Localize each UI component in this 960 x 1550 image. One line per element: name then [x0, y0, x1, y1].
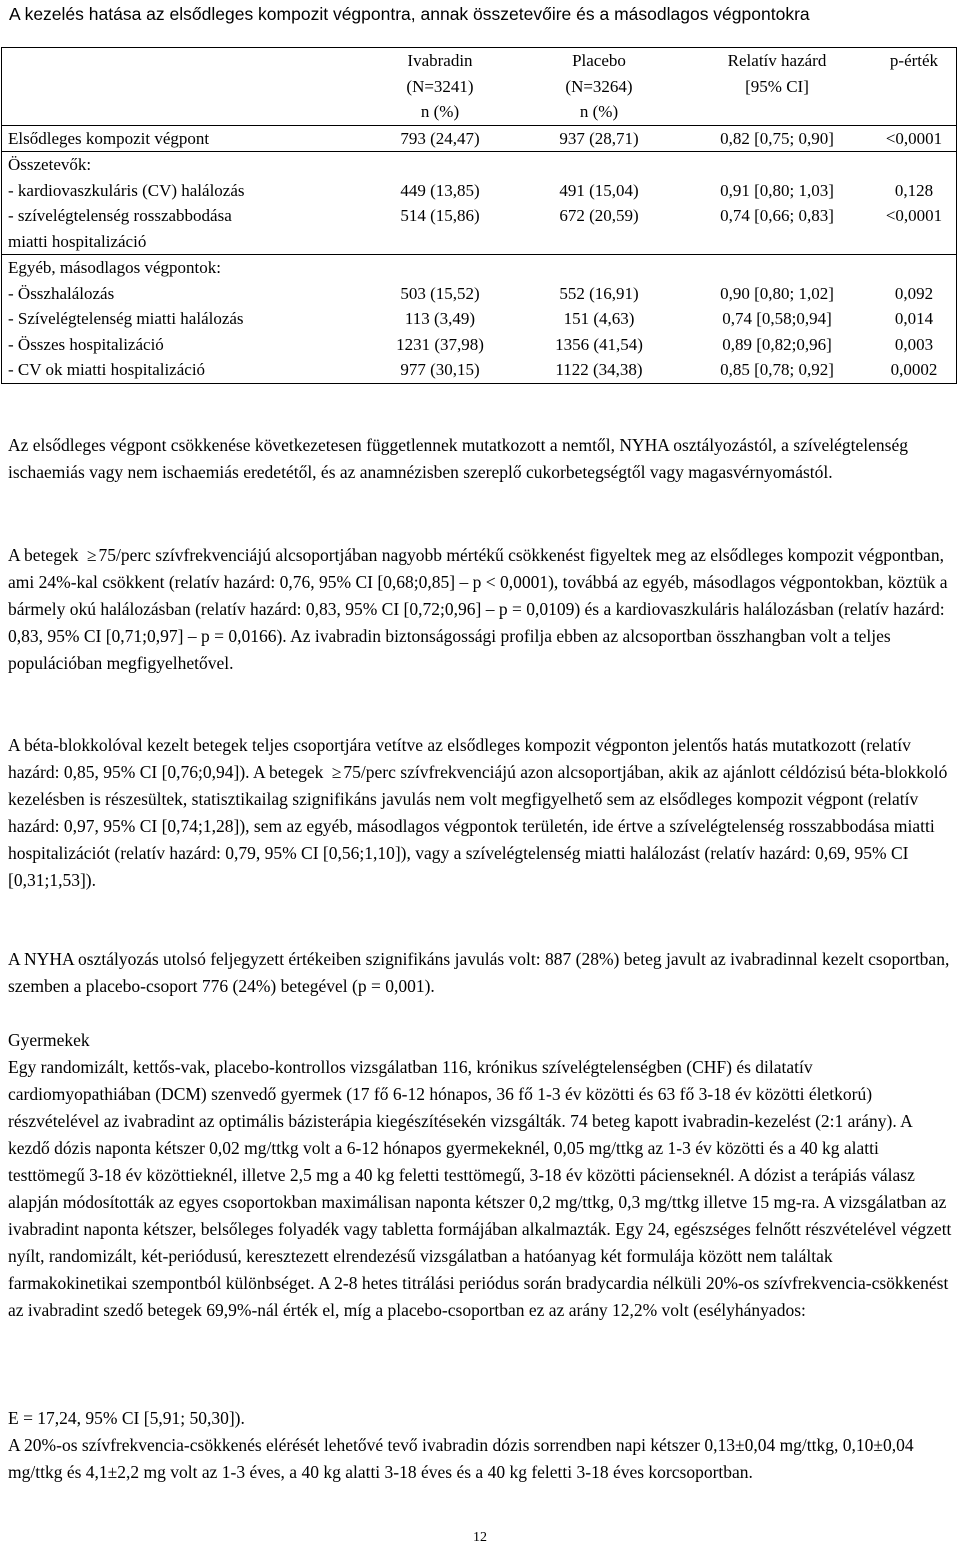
table-cell: 0,128 <0,0001: [872, 152, 957, 255]
paragraph-heart-rate-subgroup: [8, 542, 954, 677]
page-number: 12: [473, 1530, 487, 1545]
table-cell: 552 (16,91) 151 (4,63) 1356 (41,54) 1122 (34,38): [516, 255, 682, 384]
table-header-cell: [2, 48, 365, 126]
table-cell: 0,82 [0,75; 0,90]: [682, 125, 872, 152]
table-cell: Egyéb, másodlagos végpontok: - Összhalálozás - Szívelégtelenség miatti halálozás - Összes hospitalizáció - CV ok miatti hospitalizáció: [2, 255, 365, 384]
paragraph-text: 75/perc szívfrekvenciájú azon alcsoportjában, akik az ajánlott céldózisú béta-blokkoló kezelésben is részesültek, statisztikailag szignifikáns javulás nem volt megfigyelhető sem az elsődleges kompozit végpont (relatív hazárd: 0,97, 95% CI [0,74;1,28]), sem az egyéb, másodlagos végpontok területén, ide értve a szívelégtelenség rosszabbodása miatti hospitalizációt (relatív hazárd: 0,79, 95% CI [0,56;1,10]), vagy a szívelégtelenség miatti halálozást (relatív hazárd: 0,69, 95% CI [0,31;1,53]).: [8, 762, 948, 890]
geq-symbol: ≥: [86, 545, 97, 565]
table-header-cell: Ivabradin (N=3241) n (%): [364, 48, 516, 126]
table-cell: 491 (15,04) 672 (20,59): [516, 152, 682, 255]
page-title: A kezelés hatása az elsődleges kompozit végpontra, annak összetevőire és a másodlagos végpontokra: [9, 4, 810, 24]
paragraph-text: A béta-blokkolóval kezelt betegek teljes csoportjára vetítve az elsődleges kompozit végponton jelentős hatás mutatkozott (relatív hazárd: 0,85, 95% CI [0,76;0,94]). A betegek: [8, 735, 911, 782]
table-cell: 937 (28,71): [516, 125, 682, 152]
table-header-row: [2, 48, 957, 126]
table-row: [2, 152, 957, 255]
section-heading-children: Gyermekek: [8, 1030, 90, 1050]
table-cell: 503 (15,52) 113 (3,49) 1231 (37,98) 977 (30,15): [364, 255, 516, 384]
paragraph-dose: A 20%-os szívfrekvencia-csökkenés elérését lehetővé tevő ivabradin dózis sorrendben napi kétszer 0,13±0,04 mg/ttkg, 0,10±0,04 mg/ttkg és 4,1±2,2 mg volt az 1-3 éves, a 40 kg alatti 3-18 éves és a 40 kg feletti 3-18 éves korcsoportban.: [8, 1435, 914, 1482]
table-header-cell: p-érték: [872, 48, 957, 126]
paragraph-text: A betegek: [8, 545, 79, 565]
table-cell: 793 (24,47): [364, 125, 516, 152]
table-header-cell: Placebo (N=3264) n (%): [516, 48, 682, 126]
results-table: [1, 47, 957, 384]
table-row: [2, 255, 957, 384]
table-cell: 0,91 [0,80; 1,03] 0,74 [0,66; 0,83]: [682, 152, 872, 255]
table-cell: 449 (13,85) 514 (15,86): [364, 152, 516, 255]
table-cell: <0,0001: [872, 125, 957, 152]
table-cell: Összetevők: - kardiovaszkuláris (CV) halálozás - szívelégtelenség rosszabbodása miatti hospitalizáció: [2, 152, 365, 255]
paragraph-beta-blocker: [8, 732, 954, 894]
paragraph-children-result: E = 17,24, 95% CI [5,91; 50,30]).: [8, 1408, 245, 1428]
paragraph-primary-endpoint: Az elsődleges végpont csökkenése következetesen függetlennek mutatkozott a nemtől, NYHA osztályozástól, a szívelégtelenség ischaemiás vagy nem ischaemiás eredetétől, és az anamnézisben szereplő cukorbetegségtől vagy magasvérnyomástól.: [8, 435, 908, 482]
paragraph-nyha: A NYHA osztályozás utolsó feljegyzett értékeiben szignifikáns javulás volt: 887 (28%) beteg javult az ivabradinnal kezelt csoportban, szemben a placebo-csoport 776 (24%) betegével (p = 0,001).: [8, 949, 950, 996]
table-cell: Elsődleges kompozit végpont: [2, 125, 365, 152]
paragraph-children-study: Egy randomizált, kettős-vak, placebo-kontrollos vizsgálatban 116, krónikus szívelégtelenségben (CHF) és dilatatív cardiomyopathiában (DCM) szenvedő gyermek (17 fő 6-12 hónapos, 36 fő 1-3 év közötti és 63 fő 3-18 év közötti életkorú) részvételével az ivabradint az optimális bázisterápia kiegészítésekén vizsgálták. 74 beteg kapott ivabradin-kezelést (2:1 arány). A kezdő dózis naponta kétszer 0,02 mg/ttkg volt a 6-12 hónapos gyermekeknél, 0,05 mg/ttkg az 1-3 év közötti és a 40 kg alatti testtömegű 3-18 év közöttieknél, illetve 2,5 mg a 40 kg feletti testtömegű, 3-18 év közötti pácienseknél. A dózist a terápiás válasz alapján módosították az egyes csoportokban maximálisan naponta kétszer 0,2 mg/ttkg, 0,3 mg/ttkg illetve 15 mg-ra. A vizsgálatban az ivabradint naponta kétszer, belsőleges folyadék vagy tabletta formájában alkalmazták. Egy 24, egészséges felnőtt részvételével végzett nyílt, randomizált, két-periódusú, keresztezett elrendezésű vizsgálatban a hatóanyag két formulája között nem találtak farmakokinetikai szempontból különbséget. A 2-8 hetes titrálási periódus során bradycardia nélküli 20%-os szívfrekvencia-csökkenést az ivabradint szedő betegek 69,9%-nál érték el, míg a placebo-csoportban ez az arány 12,2% volt (esélyhányados:: [8, 1057, 952, 1320]
table-cell: 0,90 [0,80; 1,02] 0,74 [0,58;0,94] 0,89 [0,82;0,96] 0,85 [0,78; 0,92]: [682, 255, 872, 384]
table-row: [2, 125, 957, 152]
table-cell: 0,092 0,014 0,003 0,0002: [872, 255, 957, 384]
table-header-cell: Relatív hazárd [95% CI]: [682, 48, 872, 126]
geq-symbol: ≥: [331, 762, 342, 782]
paragraph-text: 75/perc szívfrekvenciájú alcsoportjában nagyobb mértékű csökkenést figyeltek meg az elsődleges kompozit végpontban, ami 24%-kal csökkent (relatív hazárd: 0,76, 95% CI [0,68;0,85] – p < 0,0001), továbbá az egyéb, másodlagos végpontokban, köztük a bármely okú halálozásban (relatív hazárd: 0,83, 95% CI [0,72;0,96] – p = 0,0109) és a kardiovaszkuláris halálozásban (relatív hazárd: 0,83, 95% CI [0,71;0,97] – p = 0,0166). Az ivabradin biztonságossági profilja ebben az alcsoportban összhangban volt a teljes populációban megfigyelhetővel.: [8, 545, 948, 673]
